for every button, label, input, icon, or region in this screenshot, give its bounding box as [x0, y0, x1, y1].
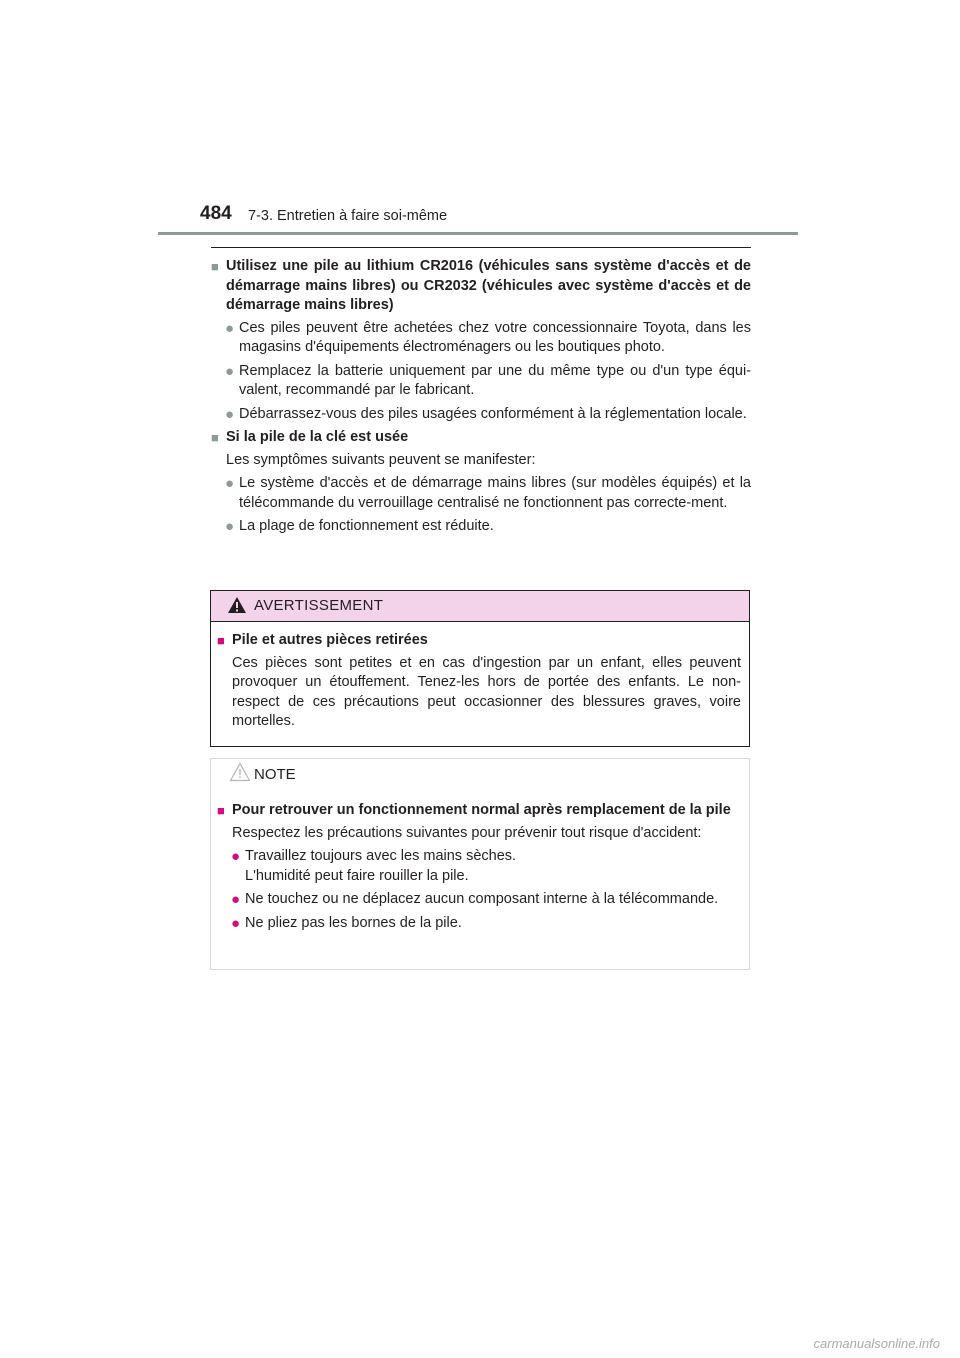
square-bullet-icon: ■	[217, 633, 225, 648]
page-number: 484	[200, 203, 232, 224]
main-content	[211, 257, 751, 541]
section-intro: Les symptômes suivants peuvent se manifester:	[226, 451, 536, 468]
note-heading	[217, 801, 742, 821]
round-bullet-icon: ●	[225, 362, 235, 380]
list-item-text	[245, 847, 742, 886]
warning-label: AVERTISSEMENT	[254, 597, 384, 614]
note-body	[211, 789, 749, 933]
list-item	[211, 362, 751, 401]
warning-triangle-icon	[227, 596, 247, 614]
list-item	[211, 319, 751, 358]
section-heading	[211, 257, 751, 316]
round-bullet-icon: ●	[225, 518, 235, 535]
list-item-text: Remplacez la batterie uniquement par une du même type ou d'un type équi-valent, recommandé par le fabricant.	[239, 362, 751, 398]
section-title: 7-3. Entretien à faire soi-même	[248, 208, 448, 224]
note-header	[211, 759, 749, 789]
list-item	[217, 890, 742, 910]
square-bullet-icon: ■	[211, 259, 219, 274]
square-bullet-icon: ■	[217, 803, 225, 818]
list-item-text: Ne touchez ou ne déplacez aucun composant interne à la télécommande.	[245, 891, 719, 907]
note-label: NOTE	[254, 766, 296, 783]
warning-text: Ces pièces sont petites et en cas d'ingestion par un enfant, elles peuvent provoquer un étouffement. Tenez-les hors de portée des enfants. Le non-respect de ces précautions peut occasionner des blessures graves, voire mortelles.	[232, 654, 741, 729]
list-item	[217, 914, 742, 934]
round-bullet-icon: ●	[231, 891, 241, 908]
warning-header	[211, 591, 749, 622]
list-item-text: La plage de fonctionnement est réduite.	[239, 518, 494, 534]
note-triangle-icon	[229, 762, 251, 782]
round-bullet-icon: ●	[231, 848, 241, 865]
section-heading-text: Si la pile de la clé est usée	[226, 429, 409, 445]
section-heading	[211, 428, 751, 448]
warning-heading-text: Pile et autres pièces retirées	[232, 632, 428, 648]
watermark: carmanualsonline.info	[813, 1336, 940, 1351]
note-intro: Respectez les précautions suivantes pour prévenir tout risque d'accident:	[232, 824, 702, 841]
warning-box	[210, 590, 750, 747]
section-heading-text: Utilisez une pile au lithium CR2016 (véhicules sans système d'accès et de démarrage mains libres) ou CR2032 (véhicules avec système d'accès et de démarrage mains libres)	[226, 258, 751, 313]
list-item-text: Débarrassez-vous des piles usagées conformément à la réglementation locale.	[239, 405, 747, 422]
round-bullet-icon: ●	[225, 405, 235, 423]
round-bullet-icon: ●	[225, 475, 235, 492]
round-bullet-icon: ●	[231, 914, 241, 932]
list-item-text: Ne pliez pas les bornes de la pile.	[245, 914, 462, 931]
note-heading-text: Pour retrouver un fonctionnement normal après remplacement de la pile	[232, 802, 731, 818]
warning-heading	[217, 631, 741, 651]
list-item	[217, 847, 742, 886]
list-item	[211, 405, 751, 425]
square-bullet-icon: ■	[211, 430, 219, 445]
list-item	[211, 474, 751, 513]
list-item-text: Le système d'accès et de démarrage mains libres (sur modèles équipés) et la télécommande du verrouillage centralisé ne fonctionnent pas correcte-ment.	[239, 475, 751, 511]
top-rule	[211, 247, 751, 248]
list-item-line: L'humidité peut faire rouiller la pile.	[245, 867, 469, 884]
header-rule	[158, 232, 798, 235]
note-box	[210, 758, 750, 970]
list-item-text: Ces piles peuvent être achetées chez votre concessionnaire Toyota, dans les magasins d'équipements électroménagers ou les boutiques photo.	[239, 319, 751, 355]
list-item-line: Travaillez toujours avec les mains sèches.	[245, 848, 517, 864]
round-bullet-icon: ●	[225, 319, 235, 337]
list-item	[211, 517, 751, 537]
warning-body	[211, 622, 749, 732]
